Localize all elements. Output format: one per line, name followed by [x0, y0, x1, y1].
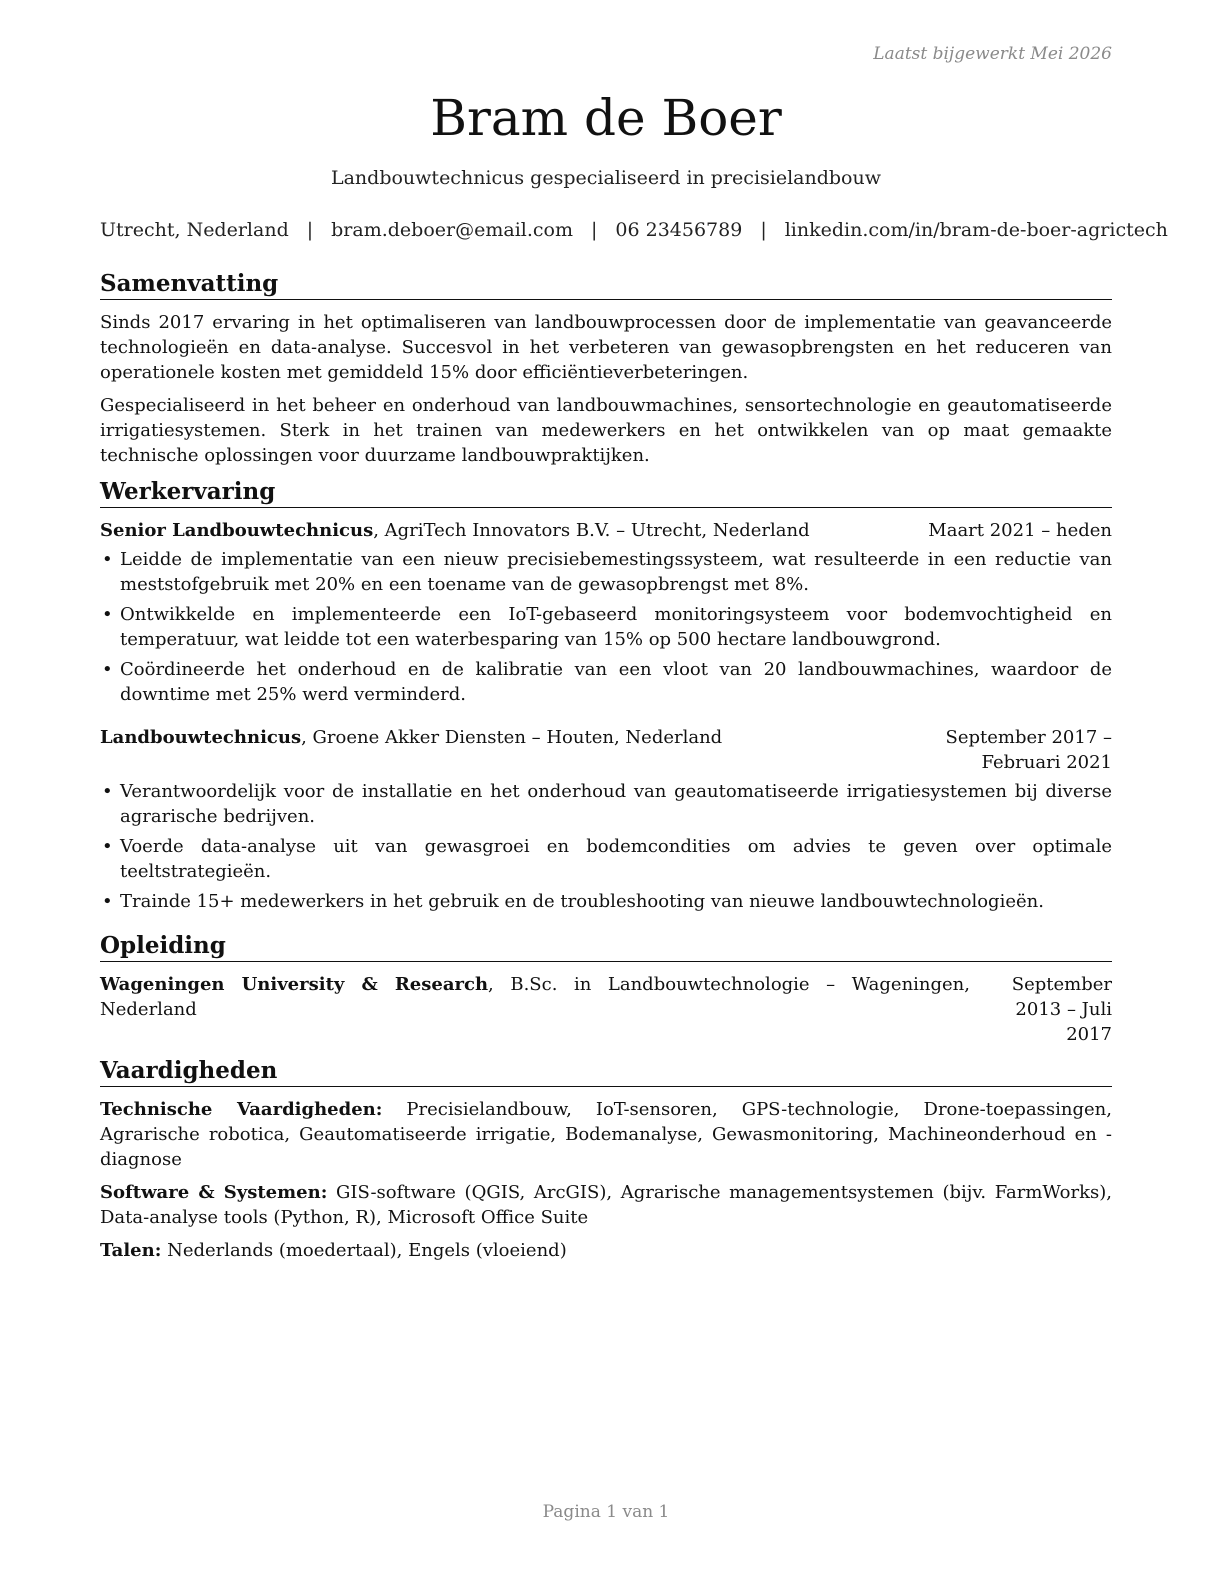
section-title-education: Opleiding	[100, 932, 1112, 962]
contact-email[interactable]: bram.deboer@email.com	[331, 219, 573, 241]
resume-page	[100, 0, 1168, 1584]
skill-row	[100, 1097, 1112, 1172]
list-item: • Leidde de implementatie van een nieuw precisiebemestingssysteem, wat resulteerde in een reductie van meststofgebruik met 20% en een toename van de gewasopbrengst met 8%.	[100, 547, 1112, 597]
job-role: Landbouwtechnicus	[100, 727, 302, 748]
summary-section	[100, 270, 1112, 468]
summary-paragraph: Sinds 2017 ervaring in het optimaliseren van landbouwprocessen door de implementatie van geavanceerde technologieën en data-analyse. Succesvol in het verbeteren van gewasopbrengsten en het reduceren van operationele kosten met gemiddeld 15% door efficiëntieverbeteringen.	[100, 312, 1112, 383]
job-entry	[100, 518, 1112, 707]
job-org: , Groene Akker Diensten – Houten, Nederland	[301, 727, 723, 748]
job-role: Senior Landbouwtechnicus	[100, 520, 374, 541]
skill-label: Technische Vaardigheden:	[100, 1099, 383, 1120]
job-bullets	[100, 779, 1112, 914]
skill-value: Nederlands (moedertaal), Engels (vloeiend)	[161, 1240, 567, 1261]
education-detail: , B.Sc. in Landbouwtechnologie – Wageningen, Nederland	[100, 974, 970, 1020]
contact-separator: |	[306, 219, 314, 241]
skill-label: Talen:	[100, 1240, 162, 1261]
education-dates: September 2013 – Juli 2017	[1011, 974, 1112, 1045]
education-school: Wageningen University & Research	[100, 974, 489, 995]
contact-location: Utrecht, Nederland	[100, 219, 289, 241]
list-item: • Coördineerde het onderhoud en de kalibratie van een vloot van 20 landbouwmachines, waardoor de downtime met 25% werd verminderd.	[100, 657, 1112, 707]
skill-value: Precisielandbouw, IoT-sensoren, GPS-technologie, Drone-toepassingen, Agrarische robotica, Geautomatiseerde irrigatie, Bodemanalyse, Gewasmonitoring, Machineonderhoud en -diagnose	[100, 1099, 1112, 1170]
education-section	[100, 932, 1112, 1047]
skill-value: GIS-software (QGIS, ArcGIS), Agrarische managementsystemen (bijv. FarmWorks), Data-analyse tools (Python, R), Microsoft Office Suite	[100, 1182, 1113, 1228]
contact-separator: |	[760, 219, 767, 241]
list-item: • Verantwoordelijk voor de installatie en het onderhoud van geautomatiseerde irrigatiesystemen bij diverse agrarische bedrijven.	[100, 779, 1112, 829]
skill-row	[100, 1238, 1112, 1263]
job-org: , AgriTech Innovators B.V. – Utrecht, Nederland	[373, 520, 810, 541]
contact-separator: |	[590, 219, 598, 241]
job-header	[100, 518, 1112, 543]
summary-paragraph: Gespecialiseerd in het beheer en onderhoud van landbouwmachines, sensortechnologie en geautomatiseerde irrigatiesystemen. Sterk in het trainen van medewerkers en het ontwikkelen van op maat gemaakte technische oplossingen voor duurzame landbouwpraktijken.	[100, 395, 1112, 466]
last-updated: Laatst bijgewerkt Mei 2026	[873, 44, 1112, 64]
contact-line	[100, 219, 1168, 241]
job-dates: Maart 2021 – heden	[928, 520, 1112, 541]
skill-label: Software & Systemen:	[100, 1182, 328, 1203]
education-entry	[100, 972, 1112, 1047]
candidate-name: Bram de Boer	[430, 89, 782, 147]
section-title-summary: Samenvatting	[100, 270, 1112, 300]
contact-linkedin[interactable]: linkedin.com/in/bram-de-boer-agrictech	[784, 219, 1168, 241]
job-entry	[100, 725, 1112, 914]
tagline: Landbouwtechnicus gespecialiseerd in precisielandbouw	[330, 167, 881, 189]
section-title-skills: Vaardigheden	[100, 1057, 1112, 1087]
list-item: • Voerde data-analyse uit van gewasgroei en bodemcondities om advies te geven over optimale teeltstrategieën.	[100, 834, 1112, 884]
list-item: • Trainde 15+ medewerkers in het gebruik en de troubleshooting van nieuwe landbouwtechnologieën.	[100, 889, 1112, 914]
job-header	[100, 725, 1112, 775]
experience-section	[100, 478, 1112, 914]
skills-section	[100, 1057, 1112, 1263]
job-dates: September 2017 – Februari 2021	[945, 727, 1112, 773]
list-item: • Ontwikkelde en implementeerde een IoT-gebaseerd monitoringsysteem voor bodemvochtigheid en temperatuur, wat leidde tot een waterbesparing van 15% op 500 hectare landbouwgrond.	[100, 602, 1112, 652]
job-bullets	[100, 547, 1112, 707]
section-title-experience: Werkervaring	[100, 478, 1112, 508]
contact-phone: 06 23456789	[615, 219, 743, 241]
skill-row	[100, 1180, 1112, 1230]
page-number: Pagina 1 van 1	[542, 1502, 670, 1522]
resume-content	[100, 270, 1112, 1273]
